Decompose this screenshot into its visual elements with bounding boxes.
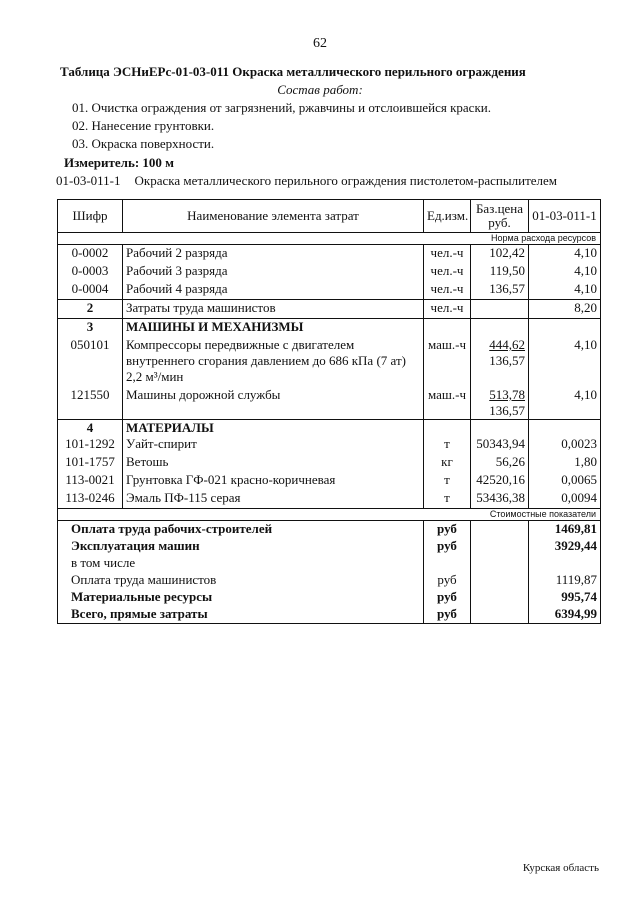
row-code: 121550 <box>58 385 123 420</box>
header-norm: 01-03-011-1 <box>529 200 601 233</box>
row-unit: маш.-ч <box>424 335 471 385</box>
total-row <box>58 589 601 606</box>
table-row <box>58 281 601 300</box>
total-unit: руб <box>424 606 471 624</box>
row-unit: маш.-ч <box>424 385 471 420</box>
row-code: 0-0003 <box>58 263 123 281</box>
row-name-cont: внутреннего сгорания давлением до 686 кПа (7 ат) <box>126 353 406 368</box>
total-row <box>58 606 601 624</box>
row-code: 0-0002 <box>58 245 123 264</box>
row-price: 119,50 <box>471 263 529 281</box>
table-row <box>58 263 601 281</box>
table-header-row <box>58 200 601 233</box>
work-step: 01. Очистка ограждения от загрязнений, ржавчины и отслоившейся краски. <box>72 100 491 115</box>
total-row <box>58 572 601 589</box>
section-name: МАШИНЫ И МЕХАНИЗМЫ <box>123 319 424 336</box>
row-qty: 4,10 <box>529 245 601 264</box>
row-code: 050101 <box>58 335 123 385</box>
total-unit: руб <box>424 572 471 589</box>
total-label: Оплата труда машинистов <box>58 572 424 589</box>
row-code: 101-1292 <box>58 436 123 454</box>
row-qty: 4,10 <box>529 281 601 300</box>
norm-subheader <box>58 233 601 245</box>
section-code: 2 <box>58 300 123 319</box>
row-code: 113-0246 <box>58 490 123 509</box>
row-qty: 4,10 <box>529 335 601 385</box>
row-name: Грунтовка ГФ-021 красно-коричневая <box>123 472 424 490</box>
row-price-operator: 136,57 <box>489 403 525 418</box>
total-value: 3929,44 <box>529 538 601 555</box>
total-label: Материальные ресурсы <box>58 589 424 606</box>
section-code: 3 <box>58 319 123 336</box>
total-value: 1119,87 <box>529 572 601 589</box>
header-code: Шифр <box>58 200 123 233</box>
row-qty: 0,0065 <box>529 472 601 490</box>
norm-label: Норма расхода ресурсов <box>58 233 601 245</box>
total-label: Оплата труда рабочих-строителей <box>58 521 424 539</box>
header-name: Наименование элемента затрат <box>123 200 424 233</box>
row-name: Эмаль ПФ-115 серая <box>123 490 424 509</box>
total-row <box>58 521 601 539</box>
row-unit: чел.-ч <box>424 281 471 300</box>
row-price: 53436,38 <box>471 490 529 509</box>
row-name: Ветошь <box>123 454 424 472</box>
row-unit: т <box>424 490 471 509</box>
table-row <box>58 245 601 264</box>
total-label: в том числе <box>58 555 424 572</box>
cost-table <box>57 199 601 624</box>
cost-label: Стоимостные показатели <box>58 509 601 521</box>
total-unit: руб <box>424 589 471 606</box>
row-qty: 0,0023 <box>529 436 601 454</box>
row-unit: чел.-ч <box>424 245 471 264</box>
composition-heading: Состав работ: <box>277 82 363 97</box>
row-price-operator: 136,57 <box>489 353 525 368</box>
row-name: Уайт-спирит <box>123 436 424 454</box>
row-qty: 4,10 <box>529 263 601 281</box>
table-title: Таблица ЭСНиЕРс-01-03-011 Окраска металлического перильного ограждения <box>60 64 526 79</box>
row-price: 56,26 <box>471 454 529 472</box>
header-unit: Ед.изм. <box>424 200 471 233</box>
region-footer: Курская область <box>522 862 599 874</box>
row-unit: чел.-ч <box>424 263 471 281</box>
row-name: Машины дорожной службы <box>123 385 424 420</box>
table-row <box>58 385 601 420</box>
measurer: Измеритель: 100 м <box>64 155 175 170</box>
total-row <box>58 555 601 572</box>
total-value: 995,74 <box>529 589 601 606</box>
row-code: 101-1757 <box>58 454 123 472</box>
total-unit: руб <box>424 538 471 555</box>
row-unit: т <box>424 472 471 490</box>
row-unit: кг <box>424 454 471 472</box>
row-name: Рабочий 2 разряда <box>123 245 424 264</box>
section-row <box>58 319 601 336</box>
total-label: Эксплуатация машин <box>58 538 424 555</box>
item-code: 01-03-011-1 <box>56 173 121 188</box>
row-qty: 8,20 <box>529 300 601 319</box>
row-unit: чел.-ч <box>424 300 471 319</box>
table-row <box>58 436 601 454</box>
row-code: 0-0004 <box>58 281 123 300</box>
work-step: 02. Нанесение грунтовки. <box>72 118 215 133</box>
table-row <box>58 454 601 472</box>
row-price: 136,57 <box>471 281 529 300</box>
table-row <box>58 335 601 385</box>
total-value: 6394,99 <box>529 606 601 624</box>
row-qty: 1,80 <box>529 454 601 472</box>
work-step: 03. Окраска поверхности. <box>72 136 215 151</box>
row-price: 50343,94 <box>471 436 529 454</box>
page-number: 62 <box>313 36 327 51</box>
section-code: 4 <box>58 420 123 437</box>
section-row <box>58 300 601 319</box>
total-unit: руб <box>424 521 471 539</box>
cost-subheader <box>58 509 601 521</box>
row-qty: 0,0094 <box>529 490 601 509</box>
row-price: 42520,16 <box>471 472 529 490</box>
section-row <box>58 420 601 437</box>
row-code: 113-0021 <box>58 472 123 490</box>
total-value: 1469,81 <box>529 521 601 539</box>
row-name: Компрессоры передвижные с двигателем <box>126 337 355 352</box>
header-price: Баз.цена руб. <box>471 200 529 233</box>
row-price: 513,78 <box>489 387 525 402</box>
section-name: МАТЕРИАЛЫ <box>123 420 424 437</box>
row-price: 102,42 <box>471 245 529 264</box>
row-name-cont: 2,2 м³/мин <box>126 369 184 384</box>
row-price: 444,62 <box>489 337 525 352</box>
total-value <box>529 555 601 572</box>
table-row <box>58 472 601 490</box>
item-name: Окраска металлического перильного ограждения пистолетом-распылителем <box>134 173 558 188</box>
table-row <box>58 490 601 509</box>
total-label: Всего, прямые затраты <box>58 606 424 624</box>
row-name: Рабочий 4 разряда <box>123 281 424 300</box>
item-line <box>56 173 557 189</box>
total-unit <box>424 555 471 572</box>
total-row <box>58 538 601 555</box>
row-qty: 4,10 <box>529 385 601 420</box>
row-unit: т <box>424 436 471 454</box>
section-name: Затраты труда машинистов <box>123 300 424 319</box>
row-name: Рабочий 3 разряда <box>123 263 424 281</box>
